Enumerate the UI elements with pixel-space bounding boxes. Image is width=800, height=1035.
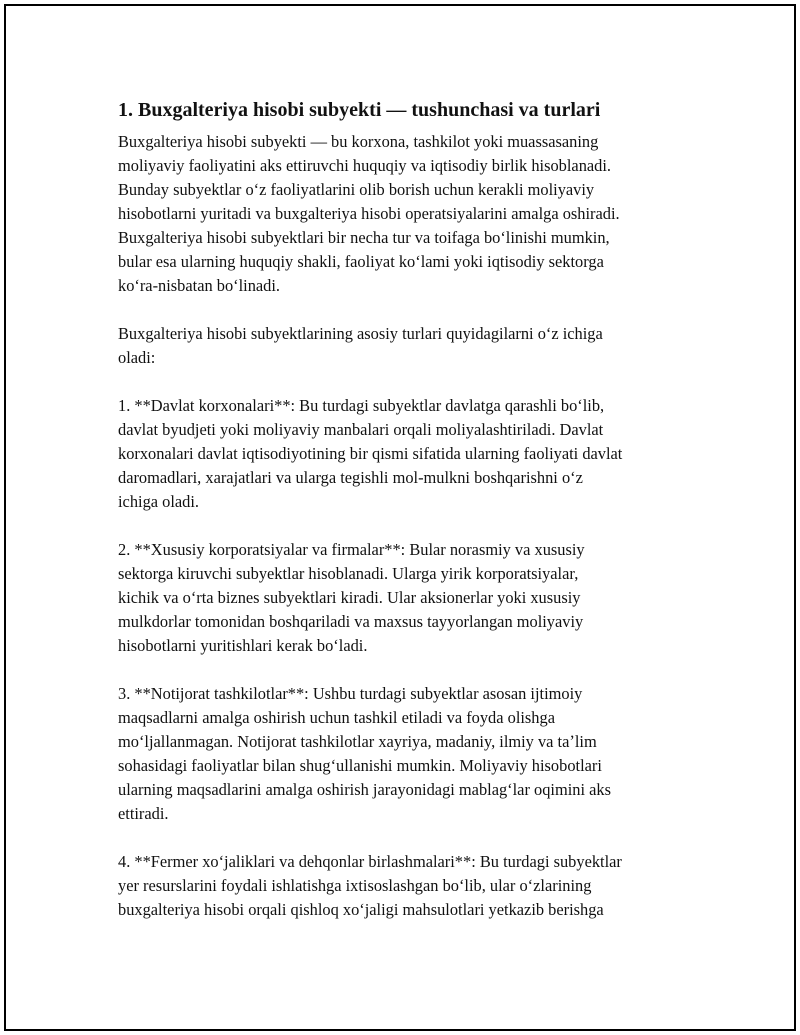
text-line: moliyaviy faoliyatini aks ettiruvchi huquqiy va iqtisodiy birlik hisoblanadi. [118, 156, 612, 175]
text-line: sohasidagi faoliyatlar bilan shugʻullanishi mumkin. Moliyaviy hisobotlari [118, 756, 602, 775]
text-line: Buxgalteriya hisobi subyekti — bu korxona, tashkilot yoki muassasaning [118, 132, 599, 151]
text-line: maqsadlarni amalga oshirish uchun tashkil etiladi va foyda olishga [118, 708, 555, 727]
list-item-state-enterprises [118, 394, 678, 514]
list-item-nonprofits [118, 682, 678, 826]
text-line: buxgalteriya hisobi orqali qishloq xoʻjaligi mahsulotlari yetkazib berishga [118, 900, 604, 919]
text-line: Buxgalteriya hisobi subyektlari bir necha tur va toifaga boʻlinishi mumkin, [118, 228, 610, 247]
list-item-private-corporations [118, 538, 678, 658]
section-heading: 1. Buxgalteriya hisobi subyekti — tushunchasi va turlari [118, 99, 601, 121]
text-line: bular esa ularning huquqiy shakli, faoliyat koʻlami yoki iqtisodiy sektorga [118, 252, 604, 271]
text-line: koʻra-nisbatan boʻlinadi. [118, 276, 281, 295]
text-line: 2. **Xususiy korporatsiyalar va firmalar**: Bular norasmiy va xususiy [118, 540, 585, 559]
text-line: oladi: [118, 348, 156, 367]
text-line: 1. **Davlat korxonalari**: Bu turdagi subyektlar davlatga qarashli boʻlib, [118, 396, 605, 415]
text-line: Buxgalteriya hisobi subyektlarining asosiy turlari quyidagilarni oʻz ichiga [118, 324, 603, 343]
text-line: hisobotlarni yuritadi va buxgalteriya hisobi operatsiyalarini amalga oshiradi. [118, 204, 620, 223]
text-line: moʻljallanmagan. Notijorat tashkilotlar xayriya, madaniy, ilmiy va taʼlim [118, 732, 597, 751]
text-line: ettiradi. [118, 804, 169, 823]
text-line: yer resurslarini foydali ishlatishga ixtisoslashgan boʻlib, ular oʻzlarining [118, 876, 592, 895]
types-intro-paragraph [118, 322, 678, 370]
text-line: hisobotlarni yuritishlari kerak boʻladi. [118, 636, 368, 655]
text-line: 3. **Notijorat tashkilotlar**: Ushbu turdagi subyektlar asosan ijtimoiy [118, 684, 583, 703]
text-line: sektorga kiruvchi subyektlar hisoblanadi. Ularga yirik korporatsiyalar, [118, 564, 579, 583]
text-line: davlat byudjeti yoki moliyaviy manbalari orqali moliyalashtiriladi. Davlat [118, 420, 604, 439]
intro-paragraph [118, 130, 678, 298]
text-line: ularning maqsadlarini amalga oshirish jarayonidagi mablagʻlar oqimini aks [118, 780, 611, 799]
document-content [118, 98, 678, 946]
text-line: korxonalari davlat iqtisodiyotining bir qismi sifatida ularning faoliyati davlat [118, 444, 623, 463]
text-line: kichik va oʻrta biznes subyektlari kiradi. Ular aksionerlar yoki xususiy [118, 588, 581, 607]
document-page [4, 4, 796, 1031]
text-line: 4. **Fermer xoʻjaliklari va dehqonlar birlashmalari**: Bu turdagi subyektlar [118, 852, 622, 871]
text-line: mulkdorlar tomonidan boshqariladi va maxsus tayyorlangan moliyaviy [118, 612, 584, 631]
text-line: ichiga oladi. [118, 492, 200, 511]
text-line: Bunday subyektlar oʻz faoliyatlarini olib borish uchun kerakli moliyaviy [118, 180, 595, 199]
text-line: daromadlari, xarajatlari va ularga tegishli mol-mulkni boshqarishni oʻz [118, 468, 583, 487]
list-item-farms [118, 850, 678, 922]
